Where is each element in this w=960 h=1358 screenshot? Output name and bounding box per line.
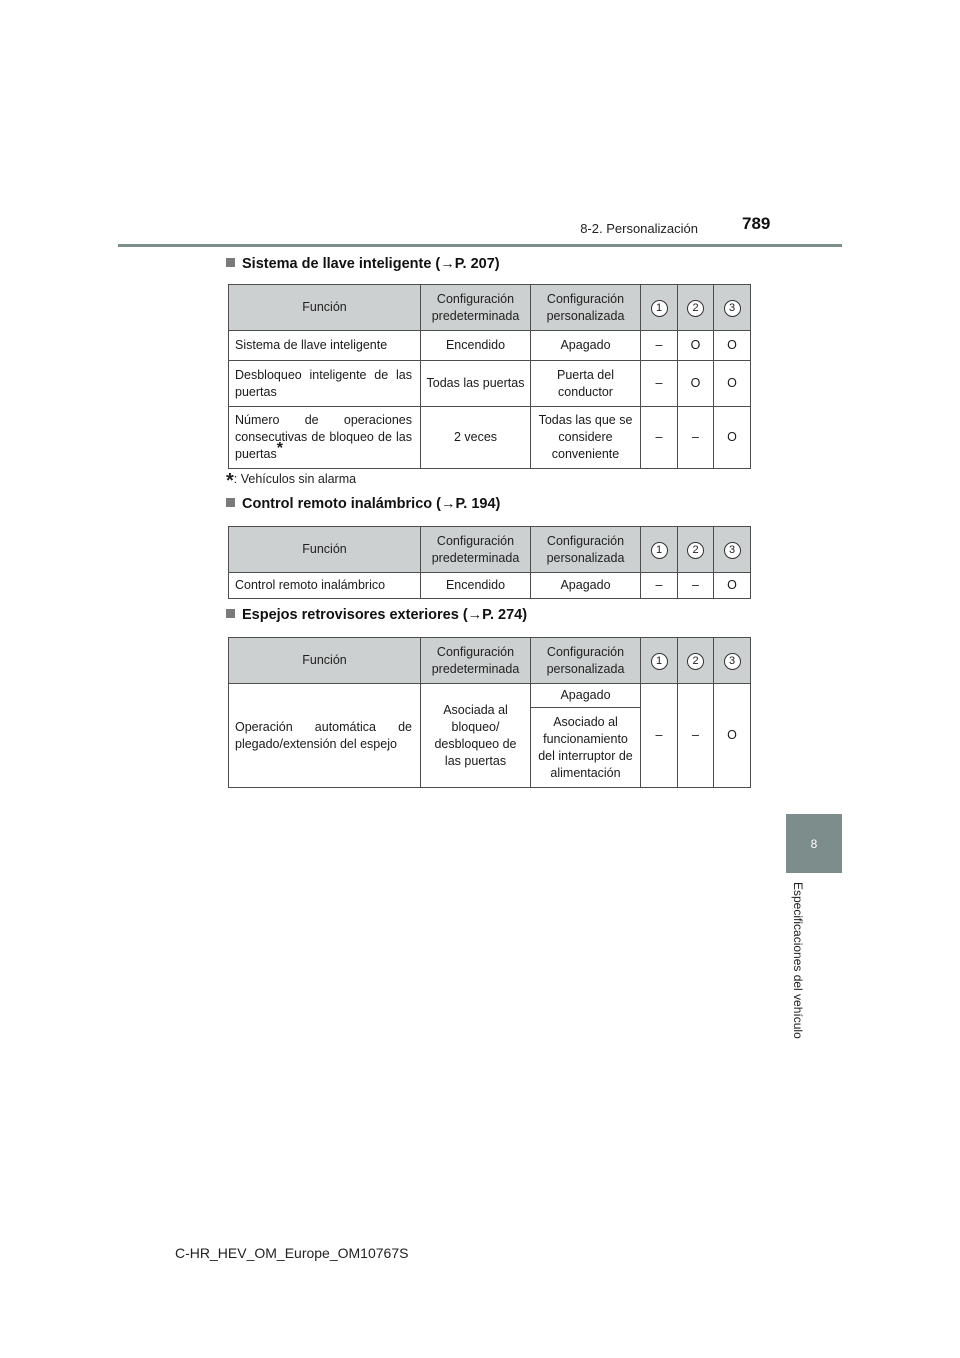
- row-function: Control remoto inalámbrico: [229, 573, 421, 599]
- table-header-row: [229, 285, 751, 331]
- row-c1: –: [641, 361, 678, 407]
- circled-3-icon: 3: [724, 542, 741, 559]
- circled-1-icon: 1: [651, 300, 668, 317]
- remote-table: [228, 526, 751, 599]
- header-default: Configuración predeterminada: [421, 638, 531, 684]
- row-default: Asociada al bloqueo/ desbloqueo de las puertas: [421, 684, 531, 788]
- footnote-marker: *: [276, 439, 283, 457]
- table-row: [229, 573, 751, 599]
- circled-2-icon: 2: [687, 300, 704, 317]
- row-default: 2 veces: [421, 407, 531, 469]
- circled-2-icon: 2: [687, 542, 704, 559]
- circled-2-icon: 2: [687, 653, 704, 670]
- footnote: *: Vehículos sin alarma: [226, 470, 357, 492]
- row-c2: –: [678, 573, 714, 599]
- header-col2: [678, 285, 714, 331]
- header-col1: [641, 527, 678, 573]
- row-c2: –: [678, 407, 714, 469]
- row-c3: O: [714, 407, 751, 469]
- header-col2: [678, 527, 714, 573]
- row-function: Número de operaciones consecutivas de bloqueo de las puertas*: [229, 407, 421, 469]
- header-col3: [714, 638, 751, 684]
- page-number: 789: [742, 214, 771, 233]
- row-function: Sistema de llave inteligente: [229, 331, 421, 361]
- header-col1: [641, 285, 678, 331]
- circled-1-icon: 1: [651, 653, 668, 670]
- header-function: Función: [229, 638, 421, 684]
- row-custom-option-a: Apagado: [531, 684, 641, 708]
- header-col1: [641, 638, 678, 684]
- row-c3: O: [714, 573, 751, 599]
- circled-3-icon: 3: [724, 300, 741, 317]
- header-custom: Configuración personalizada: [531, 285, 641, 331]
- header-custom: Configuración personalizada: [531, 527, 641, 573]
- section-title: 8-2. Personalización: [580, 221, 698, 236]
- header-rule: [118, 244, 842, 247]
- header-col3: [714, 285, 751, 331]
- square-bullet-icon: [226, 609, 235, 618]
- table-row: [229, 361, 751, 407]
- square-bullet-icon: [226, 258, 235, 267]
- section-heading-smart-key: Sistema de llave inteligente (→P. 207): [226, 256, 500, 272]
- row-c1: –: [641, 331, 678, 361]
- row-c1: –: [641, 407, 678, 469]
- header-function: Función: [229, 285, 421, 331]
- table-row: [229, 331, 751, 361]
- table-header-row: [229, 527, 751, 573]
- chapter-tab: 8: [786, 814, 842, 873]
- header-col3: [714, 527, 751, 573]
- square-bullet-icon: [226, 498, 235, 507]
- row-c3: O: [714, 331, 751, 361]
- header-col2: [678, 638, 714, 684]
- header-function: Función: [229, 527, 421, 573]
- row-default: Todas las puertas: [421, 361, 531, 407]
- table-row: [229, 407, 751, 469]
- row-default: Encendido: [421, 573, 531, 599]
- section-heading-remote: Control remoto inalámbrico (→P. 194): [226, 496, 500, 512]
- row-c3: O: [714, 684, 751, 788]
- row-c1: –: [641, 573, 678, 599]
- row-c3: O: [714, 361, 751, 407]
- row-custom: Apagado: [531, 573, 641, 599]
- mirrors-table: [228, 637, 751, 788]
- row-c2: –: [678, 684, 714, 788]
- header-default: Configuración predeterminada: [421, 285, 531, 331]
- circled-1-icon: 1: [651, 542, 668, 559]
- section-heading-mirrors: Espejos retrovisores exteriores (→P. 274): [226, 607, 527, 623]
- row-function: Operación automática de plegado/extensión del espejo: [229, 684, 421, 788]
- row-custom: Todas las que se considere conveniente: [531, 407, 641, 469]
- row-custom: Puerta del conductor: [531, 361, 641, 407]
- header-default: Configuración predeterminada: [421, 527, 531, 573]
- row-default: Encendido: [421, 331, 531, 361]
- footnote-star: *: [226, 470, 234, 492]
- circled-3-icon: 3: [724, 653, 741, 670]
- row-c2: O: [678, 331, 714, 361]
- chapter-label: Especificaciones del vehículo: [791, 882, 805, 1039]
- header-custom: Configuración personalizada: [531, 638, 641, 684]
- smart-key-table: [228, 284, 751, 469]
- document-id: C-HR_HEV_OM_Europe_OM10767S: [175, 1245, 409, 1261]
- row-c1: –: [641, 684, 678, 788]
- row-custom-option-b: Asociado al funcionamiento del interruptor de alimentación: [531, 708, 641, 788]
- table-row: [229, 684, 751, 708]
- row-function: Desbloqueo inteligente de las puertas: [229, 361, 421, 407]
- table-header-row: [229, 638, 751, 684]
- row-custom: Apagado: [531, 331, 641, 361]
- row-c2: O: [678, 361, 714, 407]
